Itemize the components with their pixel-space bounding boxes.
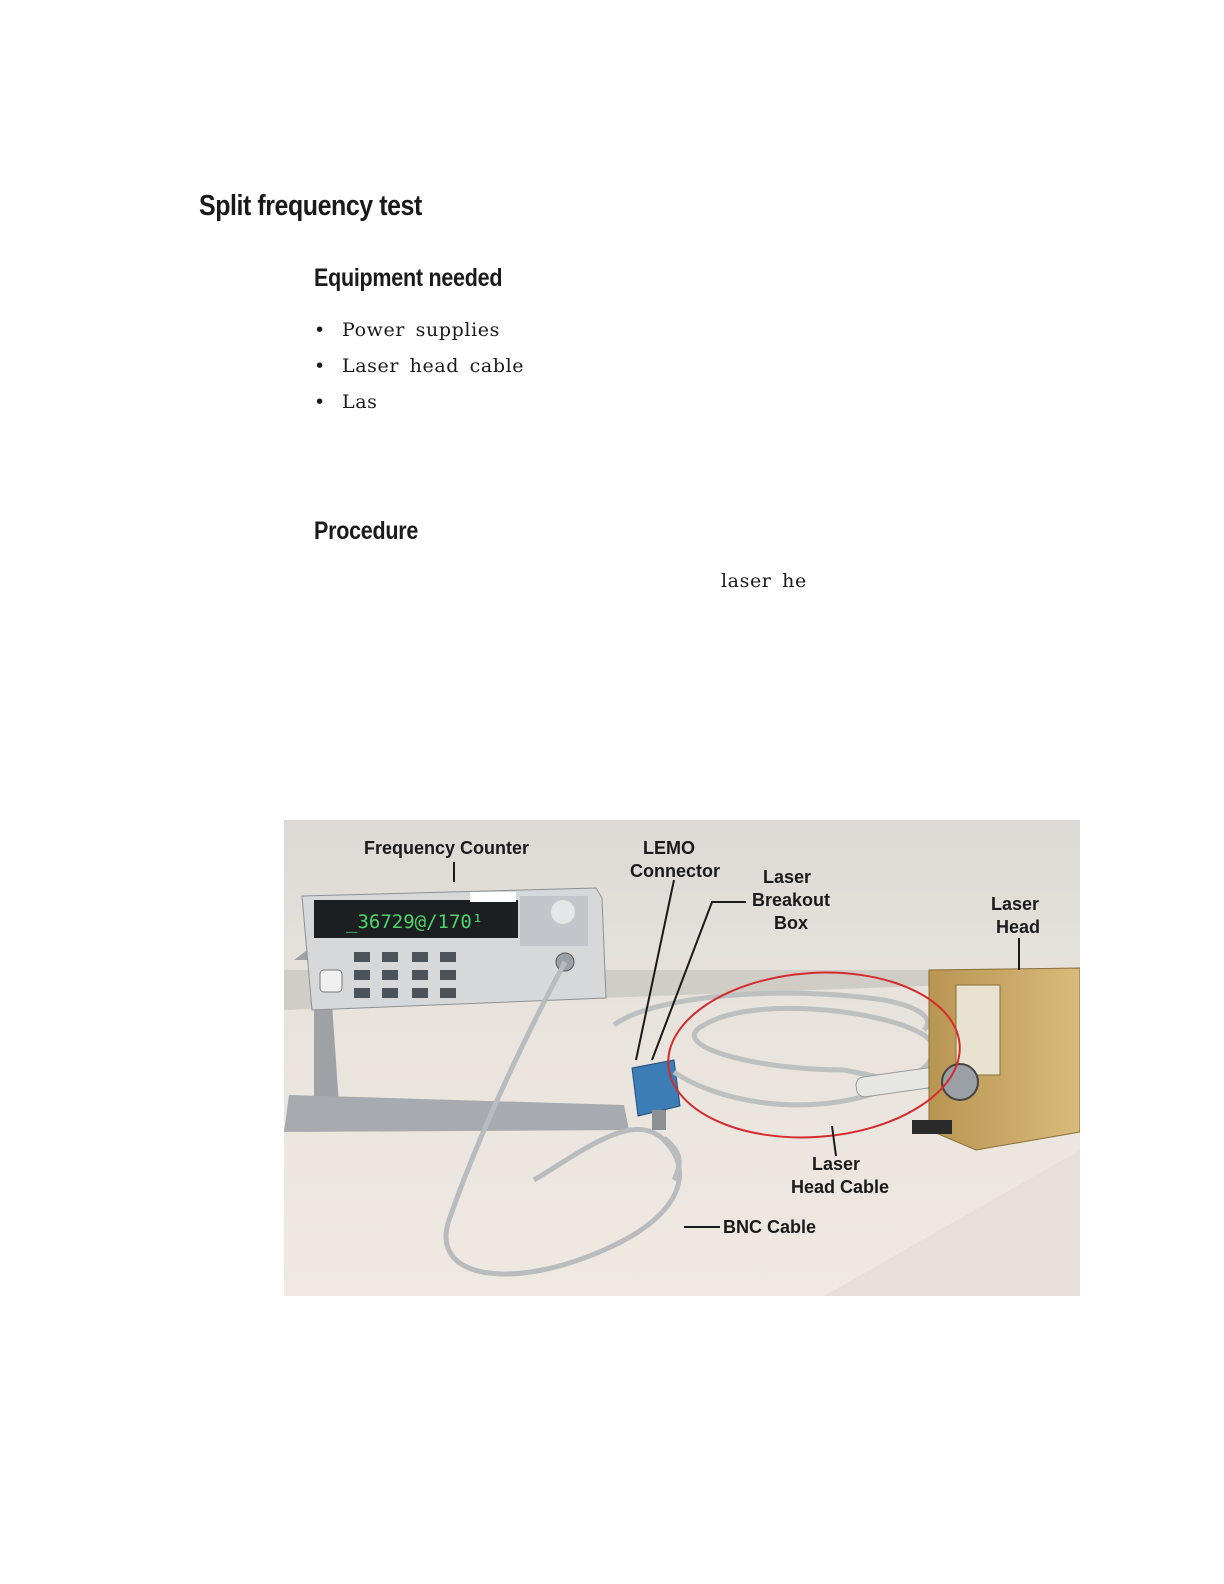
procedure-heading: Procedure (314, 517, 419, 545)
label-cable-line1: Laser (812, 1154, 861, 1174)
laser-head-foot (912, 1120, 952, 1134)
list-item (314, 316, 524, 352)
counter-display: _36729@/170¹ (346, 911, 484, 933)
counter-label-strip (470, 892, 516, 902)
equipment-heading: Equipment needed (314, 264, 503, 292)
label-head-line2: Head (996, 917, 1041, 937)
counter-knob (551, 900, 575, 924)
equipment-list (314, 316, 524, 424)
setup-illustration (284, 820, 1080, 1296)
bullet-icon: • (314, 391, 326, 413)
list-item (314, 388, 524, 424)
label-breakout-line1: Laser (763, 867, 812, 887)
label-breakout-line3: Box (774, 913, 809, 933)
label-bnc: BNC Cable (723, 1217, 817, 1237)
list-item (314, 352, 524, 388)
bullet-icon: • (314, 319, 326, 341)
procedure-text-fragment: laser he (721, 570, 807, 592)
laser-head-label (956, 985, 1000, 1075)
label-lemo-line1: LEMO (643, 838, 695, 858)
breakout-box (632, 1060, 680, 1116)
label-lemo-line2: Connector (630, 861, 720, 881)
label-cable-line2: Head Cable (791, 1177, 890, 1197)
label-breakout-line2: Breakout (752, 890, 831, 910)
label-head-line1: Laser (991, 894, 1040, 914)
list-item-text: Power supplies (342, 319, 500, 341)
bullet-icon: • (314, 355, 326, 377)
counter-nav-cluster (520, 896, 588, 946)
setup-photo (284, 820, 1080, 1296)
breakout-box-bnc (652, 1110, 666, 1130)
list-item-text: Las (342, 391, 378, 413)
list-item-text: Laser head cable (342, 355, 525, 377)
section-title: Split frequency test (199, 190, 422, 222)
label-frequency-counter: Frequency Counter (364, 838, 530, 858)
